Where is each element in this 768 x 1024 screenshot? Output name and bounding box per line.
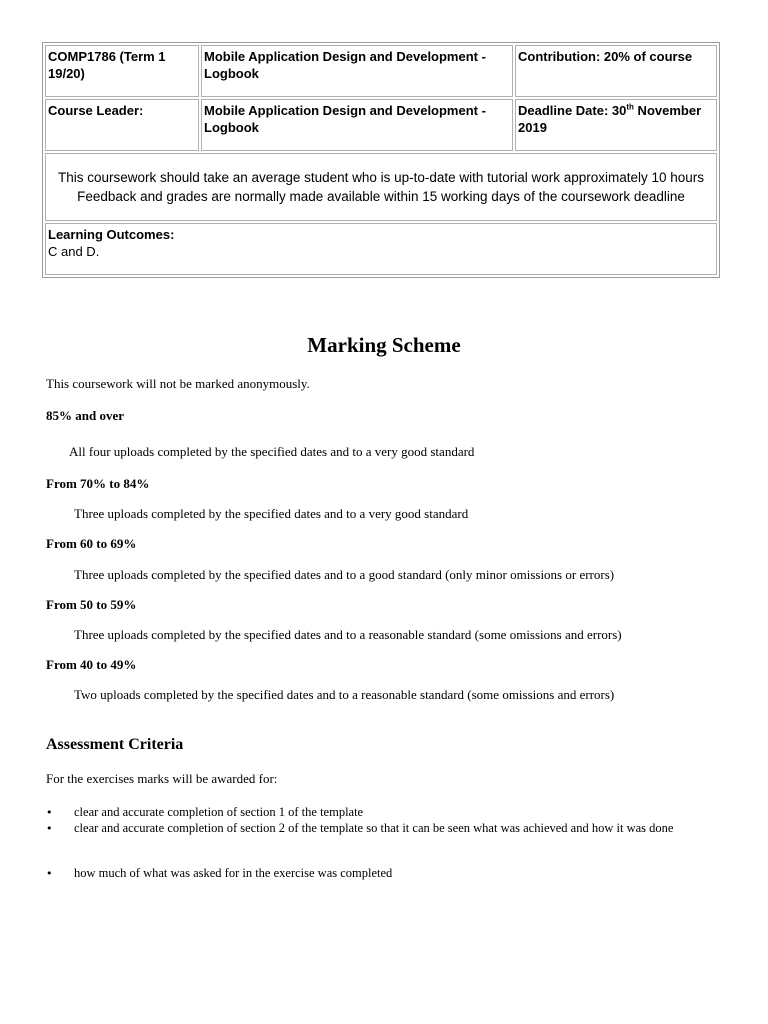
module-title-cell: Mobile Application Design and Development - Logbook	[201, 45, 513, 97]
learning-outcomes-value: C and D.	[48, 244, 100, 259]
effort-note: This coursework should take an average student who is up-to-date with tutorial work approximately 10 hours	[57, 170, 705, 185]
band-description: All four uploads completed by the specified dates and to a very good standard	[69, 444, 475, 459]
band-description: Three uploads completed by the specified dates and to a good standard (only minor omissions or errors)	[74, 567, 615, 582]
coursework-header-table	[42, 42, 720, 278]
feedback-note: Feedback and grades are normally made available within 15 working days of the coursework deadline	[77, 189, 685, 204]
criteria-list-item	[46, 866, 706, 881]
marking-intro: This coursework will not be marked anonymously.	[46, 376, 310, 391]
contribution-cell: Contribution: 20% of course	[515, 45, 717, 97]
deadline-suffix: November 2019	[518, 103, 702, 135]
criteria-list-item	[46, 805, 706, 820]
learning-outcomes-label: Learning Outcomes:	[48, 227, 175, 242]
band-label: From 70% to 84%	[46, 476, 150, 491]
deadline-prefix: Deadline Date: 30	[518, 103, 627, 118]
band-description: Three uploads completed by the specified dates and to a reasonable standard (some omissions and errors)	[74, 627, 622, 642]
notes-cell	[45, 153, 717, 221]
bullet-icon: •	[46, 867, 53, 880]
band-label: From 40 to 49%	[46, 657, 137, 672]
deadline-ordinal: th	[626, 102, 634, 112]
band-description: Two uploads completed by the specified dates and to a reasonable standard (some omissions and errors)	[74, 687, 615, 702]
band-label: From 60 to 69%	[46, 536, 137, 551]
criteria-item-text: clear and accurate completion of section 1 of the template	[74, 805, 364, 819]
module-code-cell: COMP1786 (Term 1 19/20)	[45, 45, 199, 97]
band-label: 85% and over	[46, 408, 124, 423]
band-label: From 50 to 59%	[46, 597, 137, 612]
bullet-icon: •	[46, 806, 53, 819]
band-description: Three uploads completed by the specified dates and to a very good standard	[74, 506, 469, 521]
assessment-criteria-heading: Assessment Criteria	[46, 736, 184, 753]
criteria-intro: For the exercises marks will be awarded for:	[46, 771, 278, 786]
deadline-cell	[515, 99, 717, 151]
criteria-item-text: clear and accurate completion of section 2 of the template so that it can be seen what was achieved and how it was done	[74, 821, 674, 835]
bullet-icon: •	[46, 822, 53, 835]
course-leader-cell: Course Leader:	[45, 99, 199, 151]
module-title-cell-2: Mobile Application Design and Development - Logbook	[201, 99, 513, 151]
learning-outcomes-cell	[45, 223, 717, 275]
criteria-list-item	[46, 821, 706, 836]
marking-scheme-title: Marking Scheme	[307, 333, 461, 357]
criteria-item-text: how much of what was asked for in the exercise was completed	[74, 866, 393, 880]
